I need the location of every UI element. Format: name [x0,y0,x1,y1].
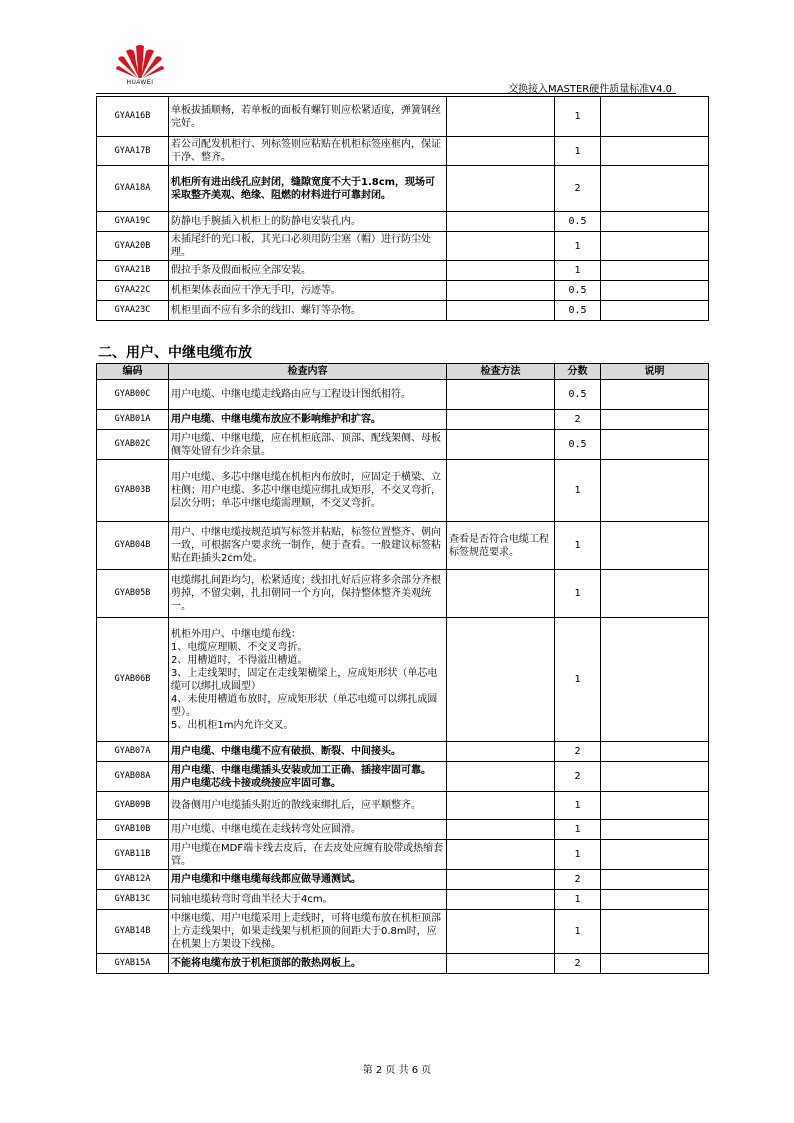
code-cell: GYAB07A [97,742,169,762]
table-row [97,618,709,742]
table-header-row [97,364,709,380]
header-note: 说明 [601,364,709,380]
cable-checklist-table [96,363,709,974]
note-cell [601,460,709,522]
table-row [97,570,709,618]
table-row [97,301,709,321]
method-cell [447,301,555,321]
method-cell [447,97,555,137]
table-row [97,232,709,261]
table-row [97,281,709,301]
header-method: 检查方法 [447,364,555,380]
note-cell [601,792,709,820]
content-cell: 机柜所有进出线孔应封闭，缝隙宽度不大于1.8cm，现场可采取整齐美观、绝缘、阻燃的材料进行可靠封闭。 [169,166,447,212]
table-row [97,261,709,281]
method-cell [447,166,555,212]
score-cell: 1 [555,261,601,281]
method-cell [447,762,555,792]
content-cell: 中继电缆、用户电缆采用上走线时，可将电缆布放在机柜顶部上方走线架中，如果走线架与机柜顶的间距大于0.8m时，应在机架上方架设下线梯。 [169,910,447,954]
score-cell: 1 [555,137,601,166]
note-cell [601,261,709,281]
method-cell [447,410,555,430]
huawei-logo [116,45,164,91]
method-cell [447,137,555,166]
table-row [97,522,709,570]
code-cell: GYAA16B [97,97,169,137]
note-cell [601,166,709,212]
note-cell [601,570,709,618]
score-cell: 1 [555,840,601,870]
method-cell [447,820,555,840]
code-cell: GYAB11B [97,840,169,870]
code-cell: GYAA18A [97,166,169,212]
code-cell: GYAB01A [97,410,169,430]
header-score: 分数 [555,364,601,380]
score-cell: 1 [555,792,601,820]
score-cell: 2 [555,870,601,890]
note-cell [601,281,709,301]
content-cell: 用户、中继电缆按规范填写标签并粘贴，标签位置整齐、朝向一致，可根据客户要求统一制作，便于查看。一般建议标签粘贴在距插头2cm处。 [169,522,447,570]
note-cell [601,522,709,570]
method-cell [447,281,555,301]
note-cell [601,301,709,321]
table-row [97,792,709,820]
content-cell: 不能将电缆布放于机柜顶部的散热网板上。 [169,954,447,974]
score-cell: 0.5 [555,380,601,410]
table-row [97,910,709,954]
code-cell: GYAB02C [97,430,169,460]
content-cell: 用户电缆、中继电缆走线路由应与工程设计图纸相符。 [169,380,447,410]
score-cell: 1 [555,820,601,840]
note-cell [601,618,709,742]
note-cell [601,840,709,870]
method-cell [447,792,555,820]
code-cell: GYAB10B [97,820,169,840]
checklist-table-continued [96,96,709,321]
code-cell: GYAB05B [97,570,169,618]
note-cell [601,232,709,261]
method-cell [447,910,555,954]
score-cell: 0.5 [555,301,601,321]
content-cell: 用户电缆、中继电缆在走线转弯处应圆滑。 [169,820,447,840]
score-cell: 1 [555,232,601,261]
method-cell [447,380,555,410]
content-cell: 假拉手条及假面板应全部安装。 [169,261,447,281]
content-cell: 机柜外用户、中继电缆布线： 1、电缆应理顺、不交叉弯折。 2、用槽道时，不得溢出槽道。 3、上走线架时，固定在走线架横梁上，应成矩形状（单芯电缆可以绑扎成圆型） 4、未使用槽道布放时，应成矩形状（单芯电缆可以绑扎成圆型）。 5、出机柜1m内允许交叉。 [169,618,447,742]
content-cell: 同轴电缆转弯时弯曲半径大于4cm。 [169,890,447,910]
table-row [97,97,709,137]
table-row [97,742,709,762]
score-cell: 0.5 [555,430,601,460]
score-cell: 2 [555,410,601,430]
method-cell [447,460,555,522]
code-cell: GYAB08A [97,762,169,792]
content-cell: 用户电缆在MDF端卡线去皮后，在去皮处应缠有胶带或热缩套管。 [169,840,447,870]
table-row [97,410,709,430]
code-cell: GYAA20B [97,232,169,261]
code-cell: GYAB04B [97,522,169,570]
score-cell: 2 [555,742,601,762]
method-cell: 查看是否符合电缆工程标签规范要求。 [447,522,555,570]
note-cell [601,137,709,166]
header-divider [96,93,676,94]
table-row [97,870,709,890]
table-row [97,166,709,212]
content-cell: 用户电缆、中继电缆不应有破损、断裂、中间接头。 [169,742,447,762]
code-cell: GYAA22C [97,281,169,301]
note-cell [601,430,709,460]
content-cell: 机柜里面不应有多余的线扣、螺钉等杂物。 [169,301,447,321]
score-cell: 0.5 [555,281,601,301]
code-cell: GYAB03B [97,460,169,522]
content-cell: 未插尾纤的光口板，其光口必须用防尘塞（帽）进行防尘处理。 [169,232,447,261]
code-cell: GYAB00C [97,380,169,410]
score-cell: 2 [555,166,601,212]
method-cell [447,840,555,870]
note-cell [601,212,709,232]
score-cell: 1 [555,570,601,618]
note-cell [601,910,709,954]
content-cell: 用户电缆、中继电缆插头安装或加工正确、插接牢固可靠。 用户电缆芯线卡接或绕接应牢固可靠。 [169,762,447,792]
content-cell: 防静电手腕插入机柜上的防静电安装孔内。 [169,212,447,232]
table-row [97,840,709,870]
table-row [97,212,709,232]
note-cell [601,954,709,974]
method-cell [447,430,555,460]
code-cell: GYAB06B [97,618,169,742]
page-footer: 第 2 页 共 6 页 [362,1065,432,1076]
table-row [97,762,709,792]
table-row [97,954,709,974]
table-row [97,137,709,166]
huawei-logo-icon [116,45,164,79]
method-cell [447,232,555,261]
code-cell: GYAA23C [97,301,169,321]
code-cell: GYAB09B [97,792,169,820]
score-cell: 2 [555,762,601,792]
table-row [97,460,709,522]
content-cell: 用户电缆和中继电缆每线都应做导通测试。 [169,870,447,890]
header-code: 编码 [97,364,169,380]
method-cell [447,618,555,742]
note-cell [601,762,709,792]
content-cell: 电缆绑扎间距均匀，松紧适度；线扣扎好后应将多余部分齐根剪掉，不留尖刺，扎扣朝同一个方向，保持整体整齐美观统一。 [169,570,447,618]
code-cell: GYAB12A [97,870,169,890]
header-content: 检查内容 [169,364,447,380]
content-cell: 单板拔插顺畅，若单板的面板有螺钉则应松紧适度，弹簧钢丝完好。 [169,97,447,137]
score-cell: 1 [555,890,601,910]
code-cell: GYAA19C [97,212,169,232]
code-cell: GYAA21B [97,261,169,281]
method-cell [447,570,555,618]
note-cell [601,410,709,430]
method-cell [447,261,555,281]
note-cell [601,97,709,137]
note-cell [601,890,709,910]
table-row [97,380,709,410]
note-cell [601,742,709,762]
content-cell: 用户电缆、中继电缆布放应不影响维护和扩容。 [169,410,447,430]
section-title: 二、用户、中继电缆布放 [98,345,252,361]
score-cell: 1 [555,522,601,570]
table-row [97,820,709,840]
content-cell: 机柜架体表面应干净无手印，污迹等。 [169,281,447,301]
code-cell: GYAB14B [97,910,169,954]
code-cell: GYAB15A [97,954,169,974]
content-cell: 用户电缆、多芯中继电缆在机柜内布放时，应固定于横梁、立柱侧；用户电缆、多芯中继电缆应绑扎成矩形，不交叉弯折，层次分明；单芯中继电缆需理顺，不交叉弯折。 [169,460,447,522]
method-cell [447,742,555,762]
content-cell: 设备侧用户电缆插头附近的散线束绑扎后，应平顺整齐。 [169,792,447,820]
score-cell: 0.5 [555,212,601,232]
content-cell: 若公司配发机柜行、列标签则应粘贴在机柜标签座框内，保证干净、整齐。 [169,137,447,166]
content-cell: 用户电缆、中继电缆，应在机柜底部、顶部、配线架侧、母板侧等处留有少许余量。 [169,430,447,460]
note-cell [601,380,709,410]
method-cell [447,954,555,974]
logo-text: HUAWEI [126,80,154,86]
document-title: 交换接入MASTER硬件质量标准V4.0 [508,84,672,95]
score-cell: 1 [555,460,601,522]
code-cell: GYAB13C [97,890,169,910]
note-cell [601,820,709,840]
score-cell: 1 [555,618,601,742]
method-cell [447,870,555,890]
score-cell: 1 [555,910,601,954]
table-row [97,890,709,910]
note-cell [601,870,709,890]
score-cell: 1 [555,97,601,137]
score-cell: 2 [555,954,601,974]
table-row [97,430,709,460]
code-cell: GYAA17B [97,137,169,166]
method-cell [447,212,555,232]
method-cell [447,890,555,910]
